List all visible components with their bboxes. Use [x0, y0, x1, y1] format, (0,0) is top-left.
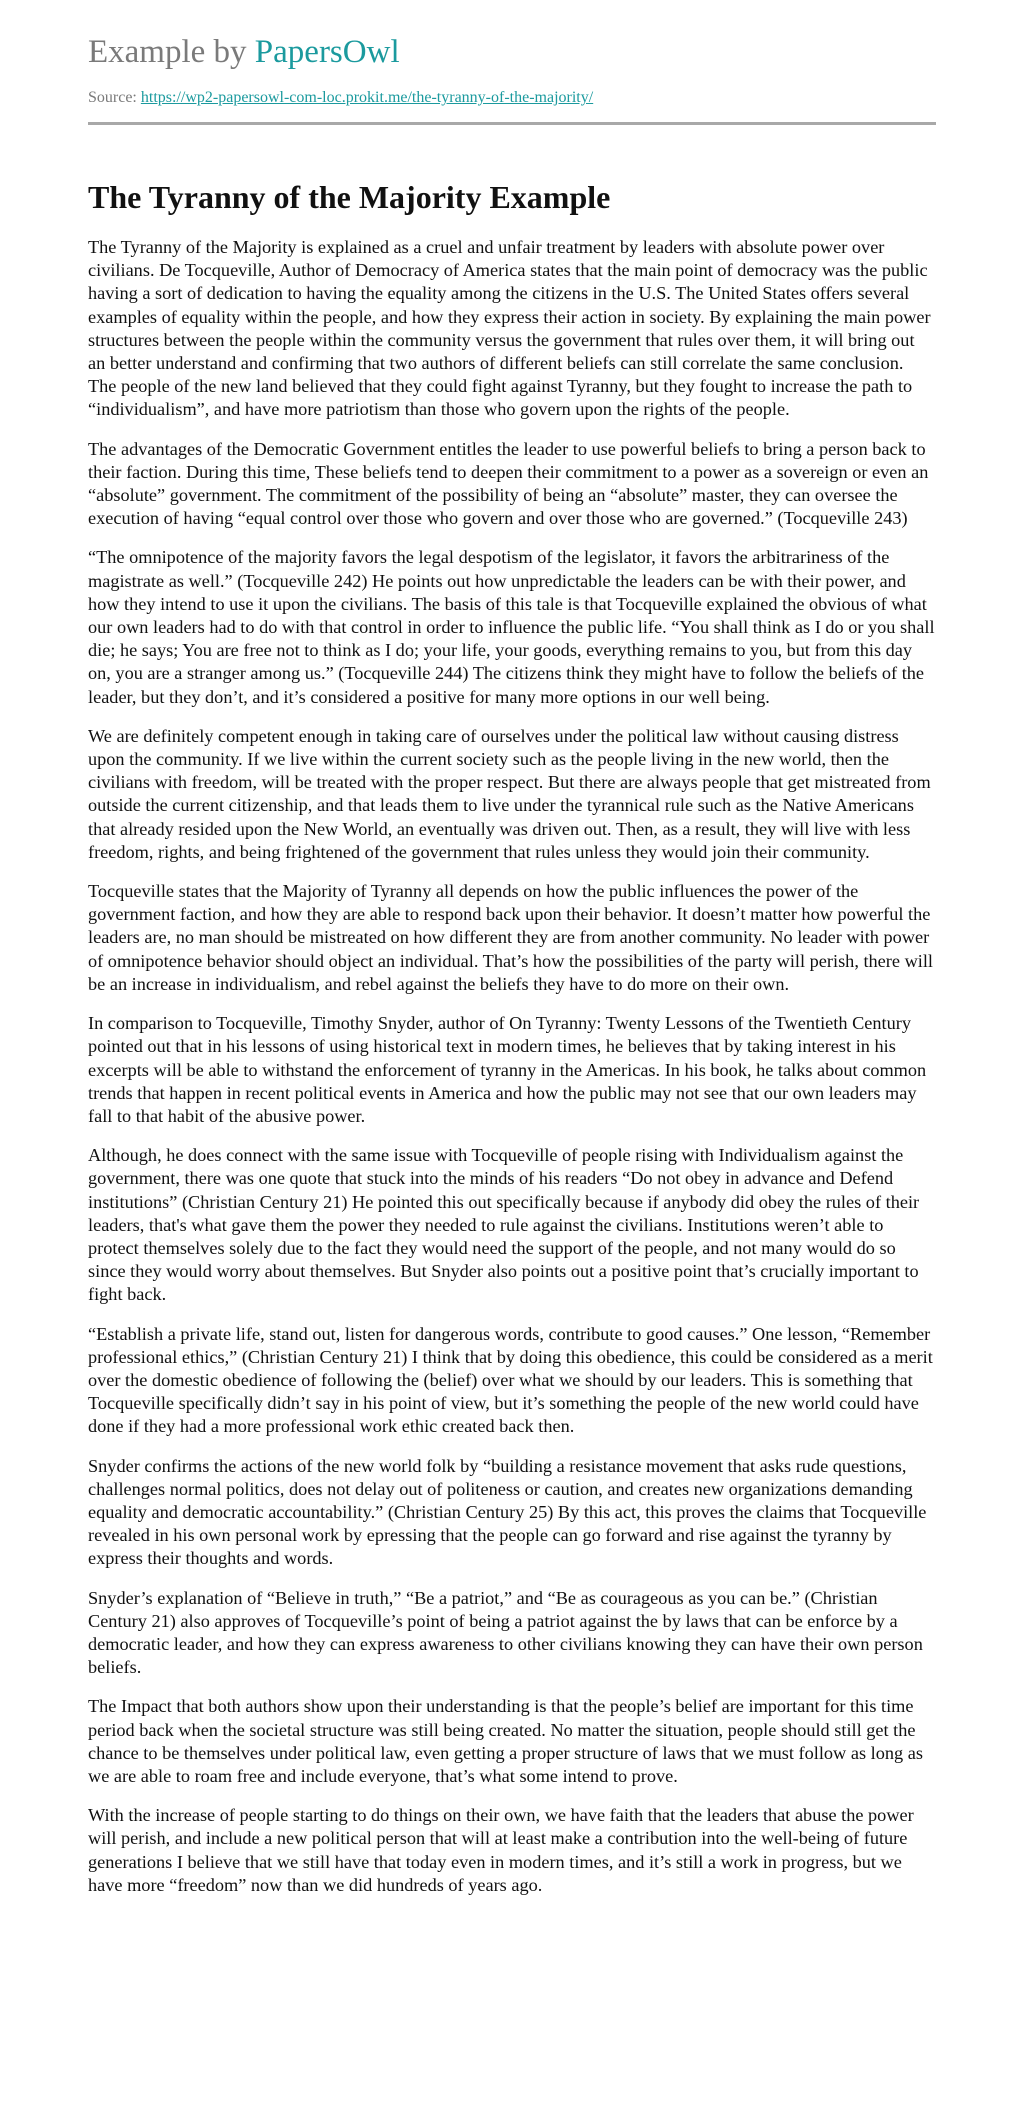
paragraph: Although, he does connect with the same issue with Tocqueville of people rising with Individualism against the government, there was one quote that stuck into the minds of his readers “Do not obey in advance and Defend institutions” (Christian Century 21) He pointed this out specifically because if anybody did obey the rules of their leaders, that's what gave them the power they needed to rule against the civilians. Institutions weren’t able to protect themselves solely due to the fact they would need the support of the people, and not many would do so since they would worry about themselves. But Snyder also points out a positive point that’s crucially important to fight back.	[88, 1145, 920, 1305]
paragraph: Tocqueville states that the Majority of Tyranny all depends on how the public influences the power of the government faction, and how they are able to respond back upon their behavior. It doesn’t matter how powerful the leaders are, no man should be mistreated on how different they are from another community. No leader with power of omnipotence behavior should object an individual. That’s how the possibilities of the party will perish, there will be an increase in individualism, and rebel against the beliefs they have to do more on their own.	[88, 881, 934, 994]
paragraph: With the increase of people starting to do things on their own, we have faith that the leaders that abuse the power will perish, and include a new political person that will at least make a contribution into the well-being of future generations I believe that we still have that today even in modern times, and it’s still a work in progress, but we have more “freedom” now than we did hundreds of years ago.	[88, 1805, 914, 1895]
article-title: The Tyranny of the Majority Example	[88, 179, 611, 215]
source-label: Source:	[88, 89, 141, 106]
brand-header	[88, 30, 936, 74]
paragraph: Snyder confirms the actions of the new world folk by “building a resistance movement that asks rude questions, challenges normal politics, does not delay out of politeness or caution, and creates new organizations demanding equality and democratic accountability.” (Christian Century 25) By this act, this proves the claims that Tocqueville revealed in his own personal work by epressing that the people can go forward and rise against the tyranny by express their thoughts and words.	[88, 1455, 927, 1569]
paragraph: The advantages of the Democratic Government entitles the leader to use powerful beliefs to bring a person back to their faction. During this time, These beliefs tend to deepen their commitment to a power as a sovereign or even an “absolute” government. The commitment of the possibility of being an “absolute” master, they can oversee the execution of having “equal control over those who govern and over those who are governed.” (Tocqueville 243)	[88, 438, 929, 529]
source-line	[88, 88, 936, 108]
paragraph: In comparison to Tocqueville, Timothy Snyder, author of On Tyranny: Twenty Lessons of the Twentieth Century pointed out that in his lessons of using historical text in modern times, he believes that by taking interest in his excerpts will be able to withstand the enforcement of tyranny in the Americas. In his book, he talks about common trends that happen in recent political events in America and how the public may not see that our own leaders may fall to that habit of the abusive power.	[88, 1013, 927, 1126]
paragraph: Snyder’s explanation of “Believe in truth,” “Be a patriot,” and “Be as courageous as you can be.” (Christian Century 21) also approves of Tocqueville’s point of being a patriot against the by laws that can be enforce by a democratic leader, and how they can express awareness to other civilians knowing they can have their own person beliefs.	[88, 1587, 923, 1678]
brand-logo-text[interactable]: PapersOwl	[254, 34, 400, 70]
source-link[interactable]: https://wp2-papersowl-com-loc.prokit.me/the-tyranny-of-the-majority/	[140, 89, 594, 106]
paragraph: The Tyranny of the Majority is explained as a cruel and unfair treatment by leaders with absolute power over civilians. De Tocqueville, Author of Democracy of America states that the main point of democracy was the public having a sort of dedication to having the equality among the citizens in the U.S. The United States offers several examples of equality within the people, and how they express their action in society. By explaining the main power structures between the people within the community versus the government that rules over them, it will bring out an better understand and confirming that two authors of different beliefs can still correlate the same conclusion. The people of the new land believed that they could fight against Tyranny, but they fought to increase the path to “individualism”, and have more patriotism than those who govern upon the rights of the people.	[88, 237, 931, 420]
paragraph: We are definitely competent enough in taking care of ourselves under the political law without causing distress upon the community. If we live within the current society such as the people living in the new world, then the civilians with freedom, will be treated with the proper respect. But there are always people that get mistreated from outside the current citizenship, and that leads them to live under the tyrannical rule such as the Native Americans that already resided upon the New World, an eventually was driven out. Then, as a result, they will live with less freedom, rights, and being frightened of the government that rules unless they would join their community.	[88, 725, 931, 862]
header-divider	[88, 122, 936, 125]
paragraph: “The omnipotence of the majority favors the legal despotism of the legislator, it favors the arbitrariness of the magistrate as well.” (Tocqueville 242) He points out how unpredictable the leaders can be with their power, and how they intend to use it upon the civilians. The basis of this tale is that Tocqueville explained the obvious of what our own leaders had to do with that control in order to influence the public life. “You shall think as I do or you shall die; he says; You are free not to think as I do; your life, your goods, everything remains to you, but from this day on, you are a stranger among us.” (Tocqueville 244) The citizens think they might have to follow the beliefs of the leader, but they don’t, and it’s considered a positive for many more options in our well being.	[88, 547, 935, 707]
paragraph: “Establish a private life, stand out, listen for dangerous words, contribute to good causes.” One lesson, “Remember professional ethics,” (Christian Century 21) I think that by doing this obedience, this could be considered as a merit over the domestic obedience of following the (belief) over what we should by our leaders. This is something that Tocqueville specifically didn’t say in his point of view, but it’s something the people of the new world could have done if they had a more professional work ethic created back then.	[88, 1323, 933, 1437]
document-page	[88, 0, 936, 1913]
brand-prefix: Example by	[88, 34, 255, 70]
article-body	[88, 236, 936, 1897]
paragraph: The Impact that both authors show upon their understanding is that the people’s belief are important for this time period back when the societal structure was still being created. No matter the situation, people should still get the chance to be themselves under political law, even getting a proper structure of laws that we must follow as long as we are able to roam free and include everyone, that’s what some intend to prove.	[88, 1696, 923, 1786]
